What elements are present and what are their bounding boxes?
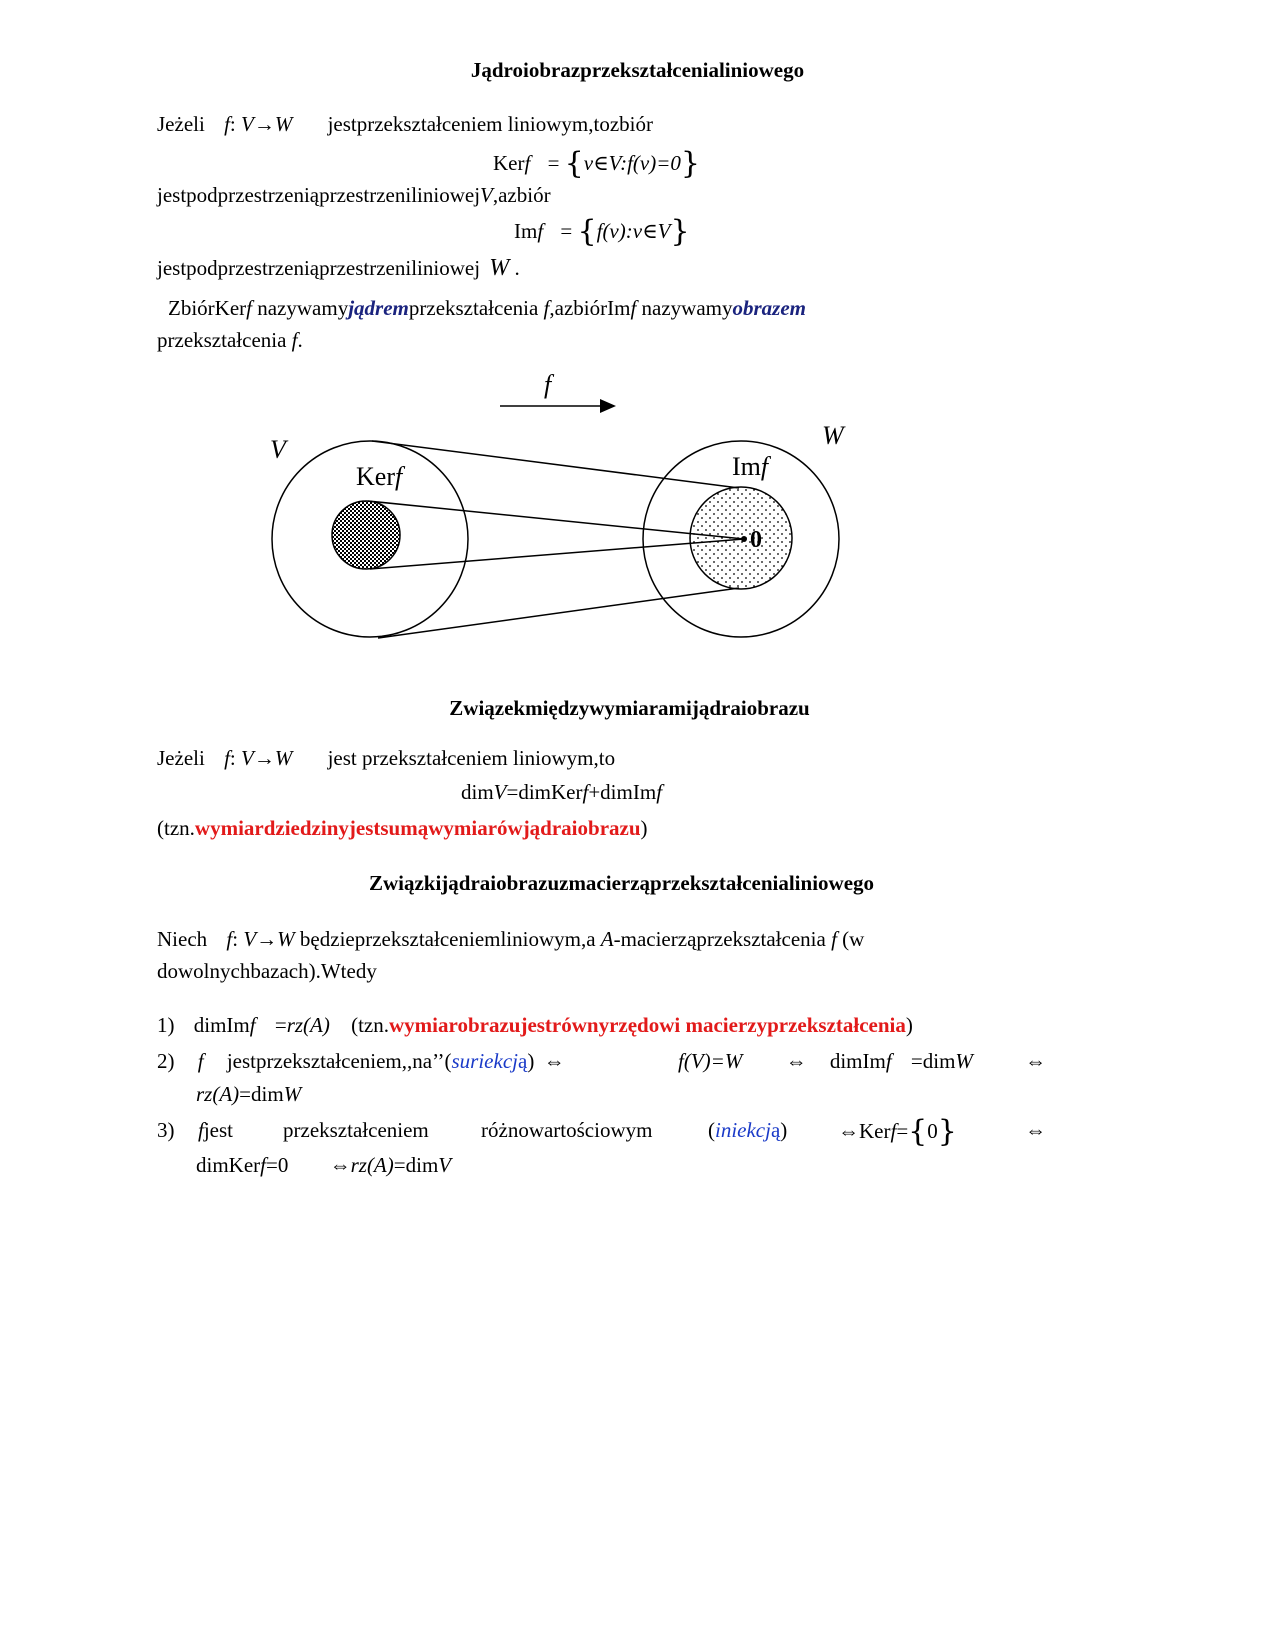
- text: .: [514, 256, 520, 280]
- section-title-matrix: Związkijądraiobrazuzmacierząprzekształcenialiniowego: [368, 871, 875, 895]
- text: jestpodprzestrzeniąprzestrzeniliniowej: [157, 256, 481, 280]
- math-f: f: [249, 1013, 256, 1037]
- math-f: f: [198, 1118, 204, 1142]
- text: dimIm: [829, 1049, 886, 1073]
- equals-symbol: =: [560, 219, 573, 243]
- label-im: [732, 452, 772, 481]
- math-f: f: [537, 219, 544, 243]
- text: ): [640, 816, 648, 840]
- paragraph-matrix-cont: dowolnychbazach).Wtedy: [157, 959, 377, 983]
- label-W: W: [822, 421, 844, 450]
- label-im-text: Im: [732, 452, 761, 481]
- text: nazywamy: [636, 296, 733, 320]
- text: =dim: [910, 1049, 956, 1073]
- math-f: f: [890, 1119, 897, 1143]
- math-W: W: [283, 1082, 302, 1106]
- map-line-top: [372, 441, 739, 488]
- map-arrow-head: [600, 399, 616, 413]
- math-v: v: [583, 151, 594, 175]
- brace-open: {: [564, 146, 584, 181]
- list-item-3-e: [838, 1114, 957, 1150]
- equals-symbol: =: [547, 151, 560, 175]
- math-V: V: [243, 927, 257, 951]
- math-colon: :: [229, 112, 236, 136]
- math-V: V: [493, 780, 507, 804]
- iff-symbol: ⇔: [329, 1153, 351, 1177]
- list-item-2-iff: ⇔: [1025, 1049, 1046, 1073]
- math-colon: :: [229, 746, 236, 770]
- math-f: f: [582, 780, 589, 804]
- label-V: V: [270, 435, 286, 464]
- text: =0: [266, 1153, 289, 1177]
- paragraph-dimension-note: [157, 816, 648, 841]
- math-V: V: [241, 112, 254, 136]
- label-im-f: f: [760, 452, 769, 481]
- math-colon: :: [232, 927, 239, 951]
- math-body: f(v):v: [596, 219, 643, 243]
- brace-close: }: [680, 146, 701, 181]
- arrow-symbol: →: [256, 927, 278, 951]
- list-item-3-iff: ⇔: [1025, 1118, 1046, 1142]
- math-f: f: [543, 296, 550, 320]
- arrow-symbol: →: [253, 746, 275, 770]
- math-V: V: [241, 746, 254, 770]
- math-V: V: [480, 183, 493, 207]
- brace-close: }: [937, 1114, 957, 1149]
- math-W: W: [955, 1049, 973, 1073]
- text: ,azbiórIm: [549, 296, 631, 320]
- text: przekształcenia: [157, 328, 292, 352]
- text: dimIm: [193, 1013, 250, 1037]
- brace-close: }: [670, 214, 690, 249]
- text: Im: [514, 219, 538, 243]
- label-ker-f: f: [394, 462, 403, 491]
- text: dimKer: [196, 1153, 261, 1177]
- text: (tzn.: [157, 816, 195, 840]
- list-item-1: [157, 1013, 913, 1038]
- text: jestprzekształceniem liniowym,tozbiór: [327, 112, 653, 136]
- equals-symbol: =: [274, 1013, 287, 1037]
- list-number: 3): [157, 1118, 175, 1142]
- list-item-2-cont: [196, 1082, 301, 1107]
- math-f: f: [630, 296, 637, 320]
- math-W: W: [274, 746, 293, 770]
- math-zero: 0: [927, 1119, 938, 1143]
- text: ⇔Ker: [838, 1119, 891, 1143]
- term-surjection-end: ą: [517, 1049, 528, 1073]
- text: przekształcenia: [408, 296, 544, 320]
- text: Jeżeli: [157, 746, 205, 770]
- list-item-3-cont: [196, 1153, 451, 1178]
- text: Jeżeli: [157, 112, 205, 136]
- math-f: f: [197, 1049, 204, 1073]
- text: nazywamy: [251, 296, 349, 320]
- math-V: V: [438, 1153, 452, 1177]
- text: ,azbiór: [492, 183, 551, 207]
- list-number: 1): [157, 1013, 175, 1037]
- term-surjection: suriekcj: [451, 1049, 518, 1073]
- kernel-image-diagram: [0, 0, 1275, 700]
- map-line-bottom: [378, 588, 739, 638]
- math-A: A: [600, 927, 614, 951]
- math-rank: rz(A): [286, 1013, 330, 1037]
- math-condition: :f(v)=0: [620, 151, 681, 175]
- text: =dimKer: [506, 780, 583, 804]
- term-injection-end: ą: [770, 1118, 781, 1142]
- math-W: W: [274, 112, 293, 136]
- term-injection: iniekcj: [715, 1118, 771, 1142]
- list-item-3-b: przekształceniem: [283, 1118, 429, 1142]
- text: =dim: [239, 1082, 284, 1106]
- text: +dimIm: [588, 780, 657, 804]
- iff-symbol: ⇔: [543, 1049, 565, 1073]
- kernel-line-bottom: [370, 539, 744, 569]
- label-ker: [356, 462, 406, 491]
- arrow-label-f: f: [544, 370, 552, 399]
- math-f: f: [224, 746, 230, 770]
- math-f: f: [260, 1153, 266, 1177]
- highlight-dimension-statement: wymiardziedzinyjestsumąwymiarówjądraiobrazu: [194, 816, 641, 840]
- math-rank: rz(A): [350, 1153, 394, 1177]
- math-map: [224, 746, 298, 770]
- list-item-2-math: [678, 1049, 973, 1074]
- label-ker-text: Ker: [356, 462, 395, 491]
- text: będzieprzekształceniemliniowym,a: [299, 927, 601, 951]
- math-rank: rz(A): [196, 1082, 240, 1106]
- iff-symbol: ⇔: [785, 1049, 807, 1073]
- text: jest: [203, 1118, 234, 1142]
- kernel-region: [332, 501, 400, 569]
- list-item-3-d: [708, 1118, 787, 1143]
- text: Niech: [157, 927, 208, 951]
- math-map: [226, 927, 300, 951]
- math-f: f: [831, 927, 837, 951]
- math-f: f: [224, 112, 230, 136]
- text: ): [905, 1013, 913, 1037]
- text: dim: [461, 780, 494, 804]
- text: ): [780, 1118, 788, 1142]
- brace-open: {: [908, 1114, 928, 1149]
- paragraph-dimension: [157, 746, 615, 771]
- highlight-rank-statement: wymiarobrazujestrównyrzędowi macierzyprzekształcenia: [389, 1013, 906, 1037]
- page-title: Jądroiobrazprzekształcenialiniowego: [470, 58, 805, 82]
- text: =dim: [393, 1153, 439, 1177]
- arrow-symbol: →: [253, 112, 275, 136]
- math-W: W: [277, 927, 295, 951]
- math-f: f: [524, 151, 531, 175]
- math-f: f: [291, 328, 298, 352]
- math-fV: f(V)=W: [678, 1049, 743, 1073]
- list-number: 2): [157, 1049, 175, 1073]
- math-f: f: [226, 927, 233, 951]
- term-image: obrazem: [732, 296, 806, 320]
- math-f: f: [656, 780, 663, 804]
- list-item-3-c: różnowartościowym: [481, 1118, 653, 1142]
- section-title-dimension: Związekmiędzywymiaramijądraiobrazu: [449, 696, 810, 720]
- element-of-symbol: ∈: [593, 151, 609, 175]
- kernel-line-top: [368, 501, 744, 539]
- list-item-2: [157, 1049, 565, 1074]
- text: -macierząprzekształcenia: [613, 927, 832, 951]
- text: (: [708, 1118, 715, 1142]
- math-W: W: [489, 255, 510, 281]
- text: (w: [836, 927, 865, 951]
- math-V: V: [608, 151, 621, 175]
- dimension-equation: [461, 780, 662, 805]
- text: .: [297, 328, 303, 352]
- text: (tzn.: [351, 1013, 390, 1037]
- text: Ker: [493, 151, 525, 175]
- math-V: V: [657, 219, 671, 243]
- brace-open: {: [577, 214, 597, 249]
- equals-symbol: =: [896, 1119, 909, 1143]
- math-f: f: [885, 1049, 892, 1073]
- element-of-symbol: ∈: [642, 219, 658, 243]
- math-f: f: [246, 296, 252, 320]
- text: ZbiórKer: [168, 296, 247, 320]
- text: jestpodprzestrzeniąprzestrzeniliniowej: [157, 183, 481, 207]
- text: ): [527, 1049, 535, 1073]
- paragraph-matrix: [157, 927, 864, 952]
- term-kernel: jądrem: [348, 296, 409, 320]
- text: jestprzekształceniem,,na’’(: [226, 1049, 452, 1073]
- list-item-3: [157, 1118, 175, 1143]
- list-item-3-a: [198, 1118, 233, 1143]
- label-zero: 0: [750, 527, 762, 553]
- text: jest przekształceniem liniowym,to: [327, 746, 616, 770]
